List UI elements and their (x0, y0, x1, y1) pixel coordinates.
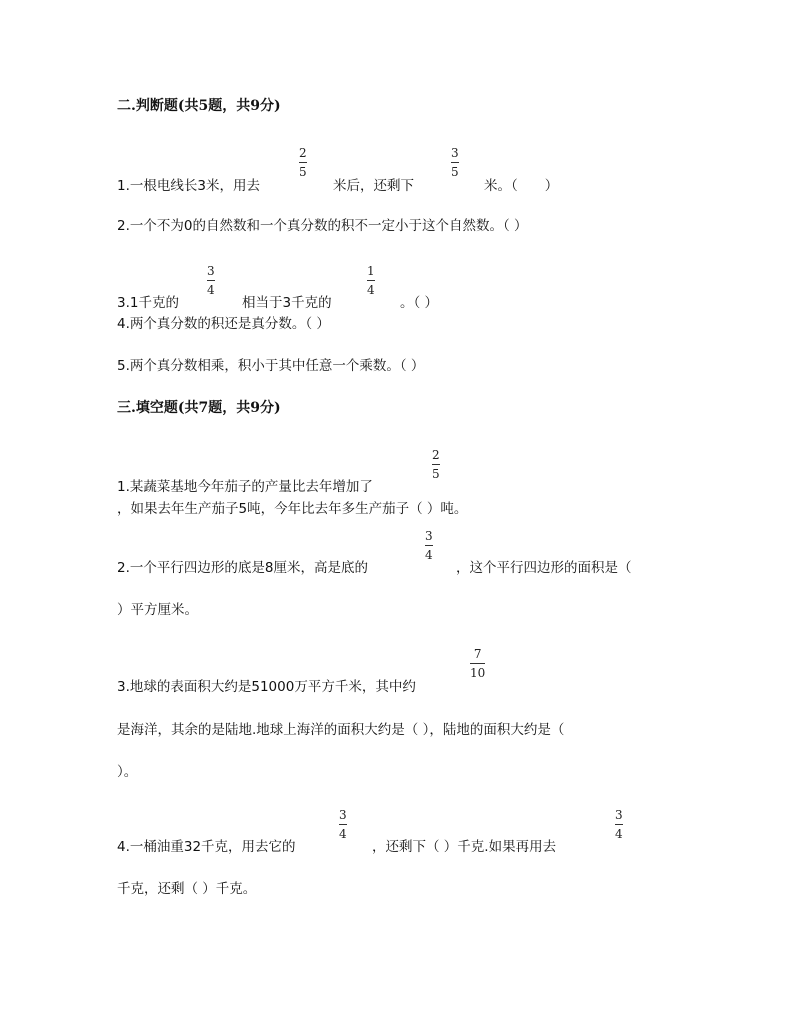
fill-q2-fraction (425, 529, 433, 562)
fraction-numerator: 2 (432, 448, 440, 462)
fill-q4-text-b: ，还剩下（ ）千克.如果再用去 (372, 839, 557, 855)
judge-q2-text: 2.一个不为0的自然数和一个真分数的积不一定小于这个自然数。（ ） (117, 218, 528, 234)
fraction-bar (451, 162, 459, 163)
fraction-denominator: 4 (425, 548, 433, 562)
fill-q3-text-b: 是海洋，其余的是陆地.地球上海洋的面积大约是（ ），陆地的面积大约是（ (117, 722, 565, 738)
fill-q2-text-b: ，这个平行四边形的面积是（ (456, 560, 632, 576)
judge-q3-fraction-2 (367, 264, 375, 297)
judge-q1-fraction-2 (451, 146, 459, 179)
fraction-numerator: 3 (451, 146, 459, 160)
fraction-denominator: 10 (470, 666, 486, 680)
fraction-bar (299, 162, 307, 163)
judge-q1-text-c: 米。（ ） (484, 178, 559, 194)
section-heading-fill-blank: 三.填空题(共7题，共9分) (117, 400, 281, 416)
fraction-numerator: 3 (425, 529, 433, 543)
fraction-denominator: 4 (367, 283, 375, 297)
fraction-numerator: 3 (339, 808, 347, 822)
judge-q5-text: 5.两个真分数相乘，积小于其中任意一个乘数。（ ） (117, 358, 425, 374)
fraction-denominator: 4 (207, 283, 215, 297)
judge-q3-text-a: 3.1千克的 (117, 295, 179, 311)
fill-q1-fraction (432, 448, 440, 481)
fraction-denominator: 5 (432, 467, 440, 481)
fraction-bar (432, 464, 440, 465)
fill-q3-text-c: ）。 (117, 764, 138, 780)
fill-q1-text-a: 1.某蔬菜基地今年茄子的产量比去年增加了 (117, 479, 373, 495)
fraction-bar (470, 663, 485, 664)
fill-q3-fraction (470, 647, 485, 680)
section-heading-judgement: 二.判断题(共5题，共9分) (117, 98, 281, 114)
fraction-bar (339, 824, 347, 825)
fraction-numerator: 3 (615, 808, 623, 822)
fraction-numerator: 1 (367, 264, 375, 278)
fill-q4-text-c: 千克，还剩（ ）千克。 (117, 881, 257, 897)
judge-q1-fraction-1 (299, 146, 307, 179)
fill-q4-fraction-2 (615, 808, 623, 841)
judge-q1-text-a: 1.一根电线长3米，用去 (117, 178, 260, 194)
fraction-denominator: 4 (339, 827, 347, 841)
fill-q4-fraction-1 (339, 808, 347, 841)
judge-q3-fraction-1 (207, 264, 215, 297)
fill-q2-text-c: ）平方厘米。 (117, 602, 198, 618)
fraction-denominator: 4 (615, 827, 623, 841)
fraction-denominator: 5 (451, 165, 459, 179)
judge-q1-text-b: 米后，还剩下 (333, 178, 414, 194)
fraction-numerator: 7 (473, 647, 482, 661)
fill-q3-text-a: 3.地球的表面积大约是51000万平方千米，其中约 (117, 679, 416, 695)
fill-q4-text-a: 4.一桶油重32千克，用去它的 (117, 839, 296, 855)
fraction-numerator: 3 (207, 264, 215, 278)
fill-q1-text-b: ，如果去年生产茄子5吨，今年比去年多生产茄子（ ）吨。 (117, 501, 468, 517)
judge-q4-text: 4.两个真分数的积还是真分数。（ ） (117, 316, 330, 332)
fraction-bar (615, 824, 623, 825)
judge-q3-text-b: 相当于3千克的 (242, 295, 332, 311)
fraction-bar (207, 280, 215, 281)
fraction-numerator: 2 (299, 146, 307, 160)
judge-q3-text-c: 。（ ） (400, 295, 439, 311)
fraction-bar (367, 280, 375, 281)
fraction-bar (425, 545, 433, 546)
fraction-denominator: 5 (299, 165, 307, 179)
fill-q2-text-a: 2.一个平行四边形的底是8厘米，高是底的 (117, 560, 368, 576)
